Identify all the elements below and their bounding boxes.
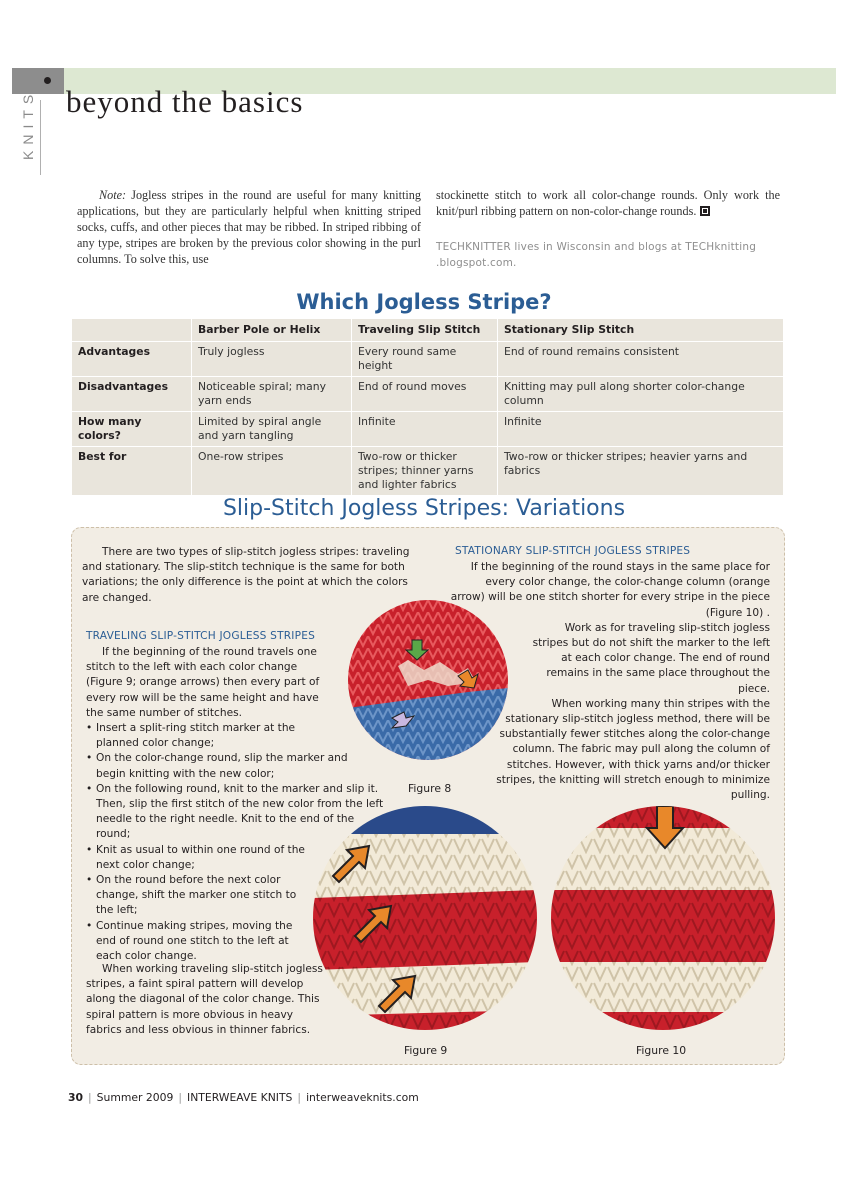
variations-intro: There are two types of slip-stitch jogless stripes: traveling and stationary. The slip-stitch technique is the same for both variations; the only difference is the point at which the colors are changed. [82, 546, 410, 604]
footer-separator: | [88, 1091, 92, 1104]
list-item: • Continue making stripes, moving the end of round one stitch to the left at each color change. [86, 919, 306, 965]
knit-stripes-traveling-image [313, 806, 537, 1030]
table-cell: Truly jogless [192, 342, 352, 377]
knit-stripes-stationary-image [551, 806, 775, 1030]
note-label: Note: [99, 188, 127, 202]
table-row [72, 447, 784, 496]
traveling-heading: TRAVELING SLIP-STITCH JOGLESS STRIPES [86, 630, 316, 642]
table-header-cell: Stationary Slip Stitch [498, 319, 784, 342]
list-item: • Knit as usual to within one round of the next color change; [86, 843, 326, 873]
row-label: Best for [72, 447, 192, 496]
figure-8-caption: Figure 8 [408, 782, 452, 795]
author-bio: TECHKNITTER lives in Wisconsin and blogs at TECHknitting .blogspot.com. [436, 241, 757, 269]
note-paragraph-continued [436, 187, 780, 219]
table-cell: Knitting may pull along shorter color-change column [498, 377, 784, 412]
row-label: Disadvantages [72, 377, 192, 412]
list-item: • On the following round, knit to the marker and slip it. Then, slip the first stitch of the new color from the left needle to the right needle. Knit to the end of the round; [86, 782, 386, 843]
list-item: • On the color-change round, slip the marker and begin knitting with the new color; [86, 751, 354, 781]
list-item: • Insert a split-ring stitch marker at the planned color change; [86, 721, 336, 751]
page-number: 30 [68, 1091, 84, 1104]
table-cell: Two-row or thicker stripes; thinner yarns and lighter fabrics [352, 447, 498, 496]
end-of-article-icon [700, 206, 710, 216]
knit-swatch-image [348, 600, 508, 760]
page-footer [68, 1091, 419, 1104]
table-cell: Limited by spiral angle and yarn tangling [192, 412, 352, 447]
table-cell: Infinite [498, 412, 784, 447]
stationary-paragraph-1: If the beginning of the round stays in the same place for every color change, the color-change column (orange arrow) will be one stitch shorter for every stripe in the piece (Figure 10) . [450, 561, 770, 619]
table-header-cell: Traveling Slip Stitch [352, 319, 498, 342]
note-right-text: stockinette stitch to work all color-change rounds. Only work the knit/purl ribbing pattern on non-color-change rounds. [436, 188, 780, 218]
figure-10-caption: Figure 10 [636, 1044, 687, 1057]
figure-9-photo [313, 806, 537, 1030]
figure-10-photo [551, 806, 775, 1030]
table-header-cell: Barber Pole or Helix [192, 319, 352, 342]
magazine-name: INTERWEAVE KNITS [187, 1091, 293, 1104]
note-paragraph [77, 187, 421, 267]
list-item: • On the round before the next color change, shift the marker one stitch to the left; [86, 873, 312, 919]
variations-title: Slip-Stitch Jogless Stripes: Variations [222, 496, 626, 521]
traveling-description: If the beginning of the round travels one stitch to the left with each color change (Figure 9; orange arrows) then every part of every row will be the same height and have the same number of stitches. [86, 646, 320, 719]
row-label: How many colors? [72, 412, 192, 447]
table-row [72, 377, 784, 412]
side-divider [40, 100, 41, 175]
side-magazine-label: KNITS [20, 88, 36, 160]
footer-separator: | [178, 1091, 183, 1104]
table-row [72, 412, 784, 447]
stationary-paragraph-3: When working many thin stripes with the stationary slip-stitch jogless method, there will be substantially fewer stitches along the color-change column. The fabric may pull along the column of stitches. However, with thick yarns and/or thicker stripes, the knitting will stretch enough to minimize pulling. [496, 697, 770, 802]
table-title: Which Jogless Stripe? [296, 290, 552, 314]
figure-8-photo [348, 600, 508, 760]
magazine-url[interactable]: interweaveknits.com [306, 1091, 419, 1104]
section-title: beyond the basics [66, 84, 304, 119]
table-cell: End of round remains consistent [498, 342, 784, 377]
footer-separator: | [297, 1091, 302, 1104]
issue-date: Summer 2009 [96, 1091, 174, 1104]
note-left-text: Jogless stripes in the round are useful for many knitting applications, but they are particularly helpful when knitting striped socks, cuffs, and other pieces that may be ribbed. In striped ribbing of any type, stripes are broken by the previous color showing in the purl columns. To solve this, use [77, 188, 421, 266]
table-header-cell [72, 319, 192, 342]
table-cell: Every round same height [352, 342, 498, 377]
table-header-row [72, 319, 784, 342]
table-row [72, 342, 784, 377]
comparison-table [71, 318, 784, 496]
spiral-note: When working traveling slip-stitch jogless stripes, a faint spiral pattern will develop along the diagonal of the color change. This spiral pattern is more obvious in heavy fabrics and less obvious in thinner fabrics. [86, 963, 323, 1036]
table-cell: End of round moves [352, 377, 498, 412]
stationary-heading: STATIONARY SLIP-STITCH JOGLESS STRIPES [455, 545, 691, 557]
row-label: Advantages [72, 342, 192, 377]
bullet-dot [44, 77, 51, 84]
stationary-paragraph-2: Work as for traveling slip-stitch jogless stripes but do not shift the marker to the left at each color change. The end of round remains in the same place throughout the piece. [532, 621, 770, 695]
figure-9-caption: Figure 9 [404, 1044, 448, 1057]
table-cell: Noticeable spiral; many yarn ends [192, 377, 352, 412]
table-cell: Infinite [352, 412, 498, 447]
table-cell: Two-row or thicker stripes; heavier yarns and fabrics [498, 447, 784, 496]
table-cell: One-row stripes [192, 447, 352, 496]
